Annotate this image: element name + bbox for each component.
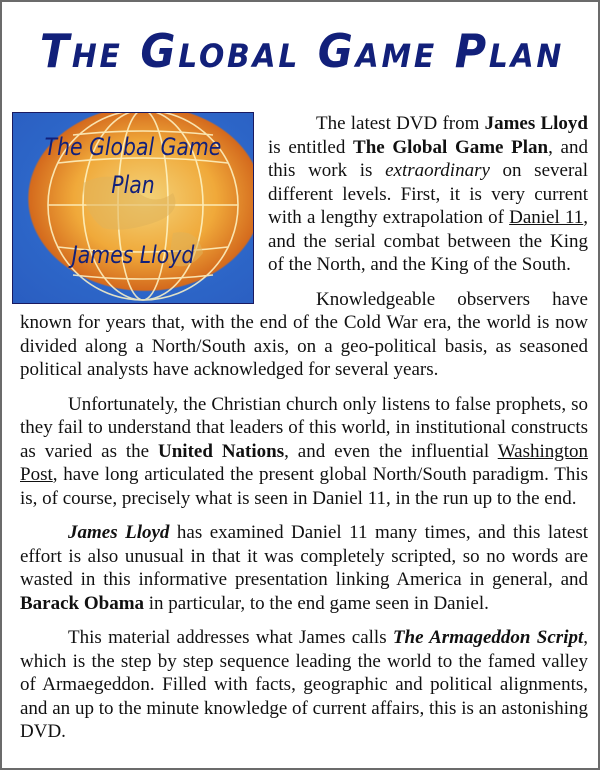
daniel-11-link[interactable]: Daniel 11 bbox=[509, 207, 584, 228]
cover-spacer bbox=[20, 112, 268, 305]
cover-title-line1: The Global Game bbox=[44, 133, 222, 161]
paragraph-3: Unfortunately, the Christian church only listens to false prophets, so they fail to understand that leaders of this world, in institutional constructs as varied as the United Nations, and even the influential Washington Post, have long articulated the present global North/South paradigm. This is, of course, precisely what is seen in Daniel 11, in the run up to the end. bbox=[20, 393, 589, 509]
paragraph-2: Knowledgeable observers have known for years that, with the end of the Cold War era, the world is now divided along a North/South axis, on a geo-political basis, as seasoned political analysts have acknowledged for several years. bbox=[20, 288, 588, 380]
page-title: The Global Game Plan bbox=[39, 24, 565, 78]
paragraph-1: The latest DVD from James Lloyd is entitled The Global Game Plan, and this work is extraordinary on several different levels. First, it is very current with a lengthy extrapolation of Daniel 11, and the serial combat between the King of the North, and the King of the South. bbox=[268, 113, 588, 275]
cover-title-line2: Plan bbox=[111, 171, 155, 199]
paragraph-4: James Lloyd has examined Daniel 11 many times, and this latest effort is also unusual in that it was completely scripted, so no words are wasted in this informative presentation linking America in general, and Barack Obama in particular, to the end game seen in Daniel. bbox=[20, 522, 588, 614]
cover-author: James Lloyd bbox=[71, 241, 195, 269]
article-body bbox=[20, 112, 588, 755]
washington-post-link[interactable]: Washington Post bbox=[20, 440, 589, 485]
paragraph-5: This material addresses what James calls The Armageddon Script, which is the step by step sequence leading the world to the famed valley of Armaegeddon. Filled with facts, geographic and political alignments, and an up to the minute knowledge of current affairs, this is an astonishing DVD. bbox=[20, 627, 589, 742]
